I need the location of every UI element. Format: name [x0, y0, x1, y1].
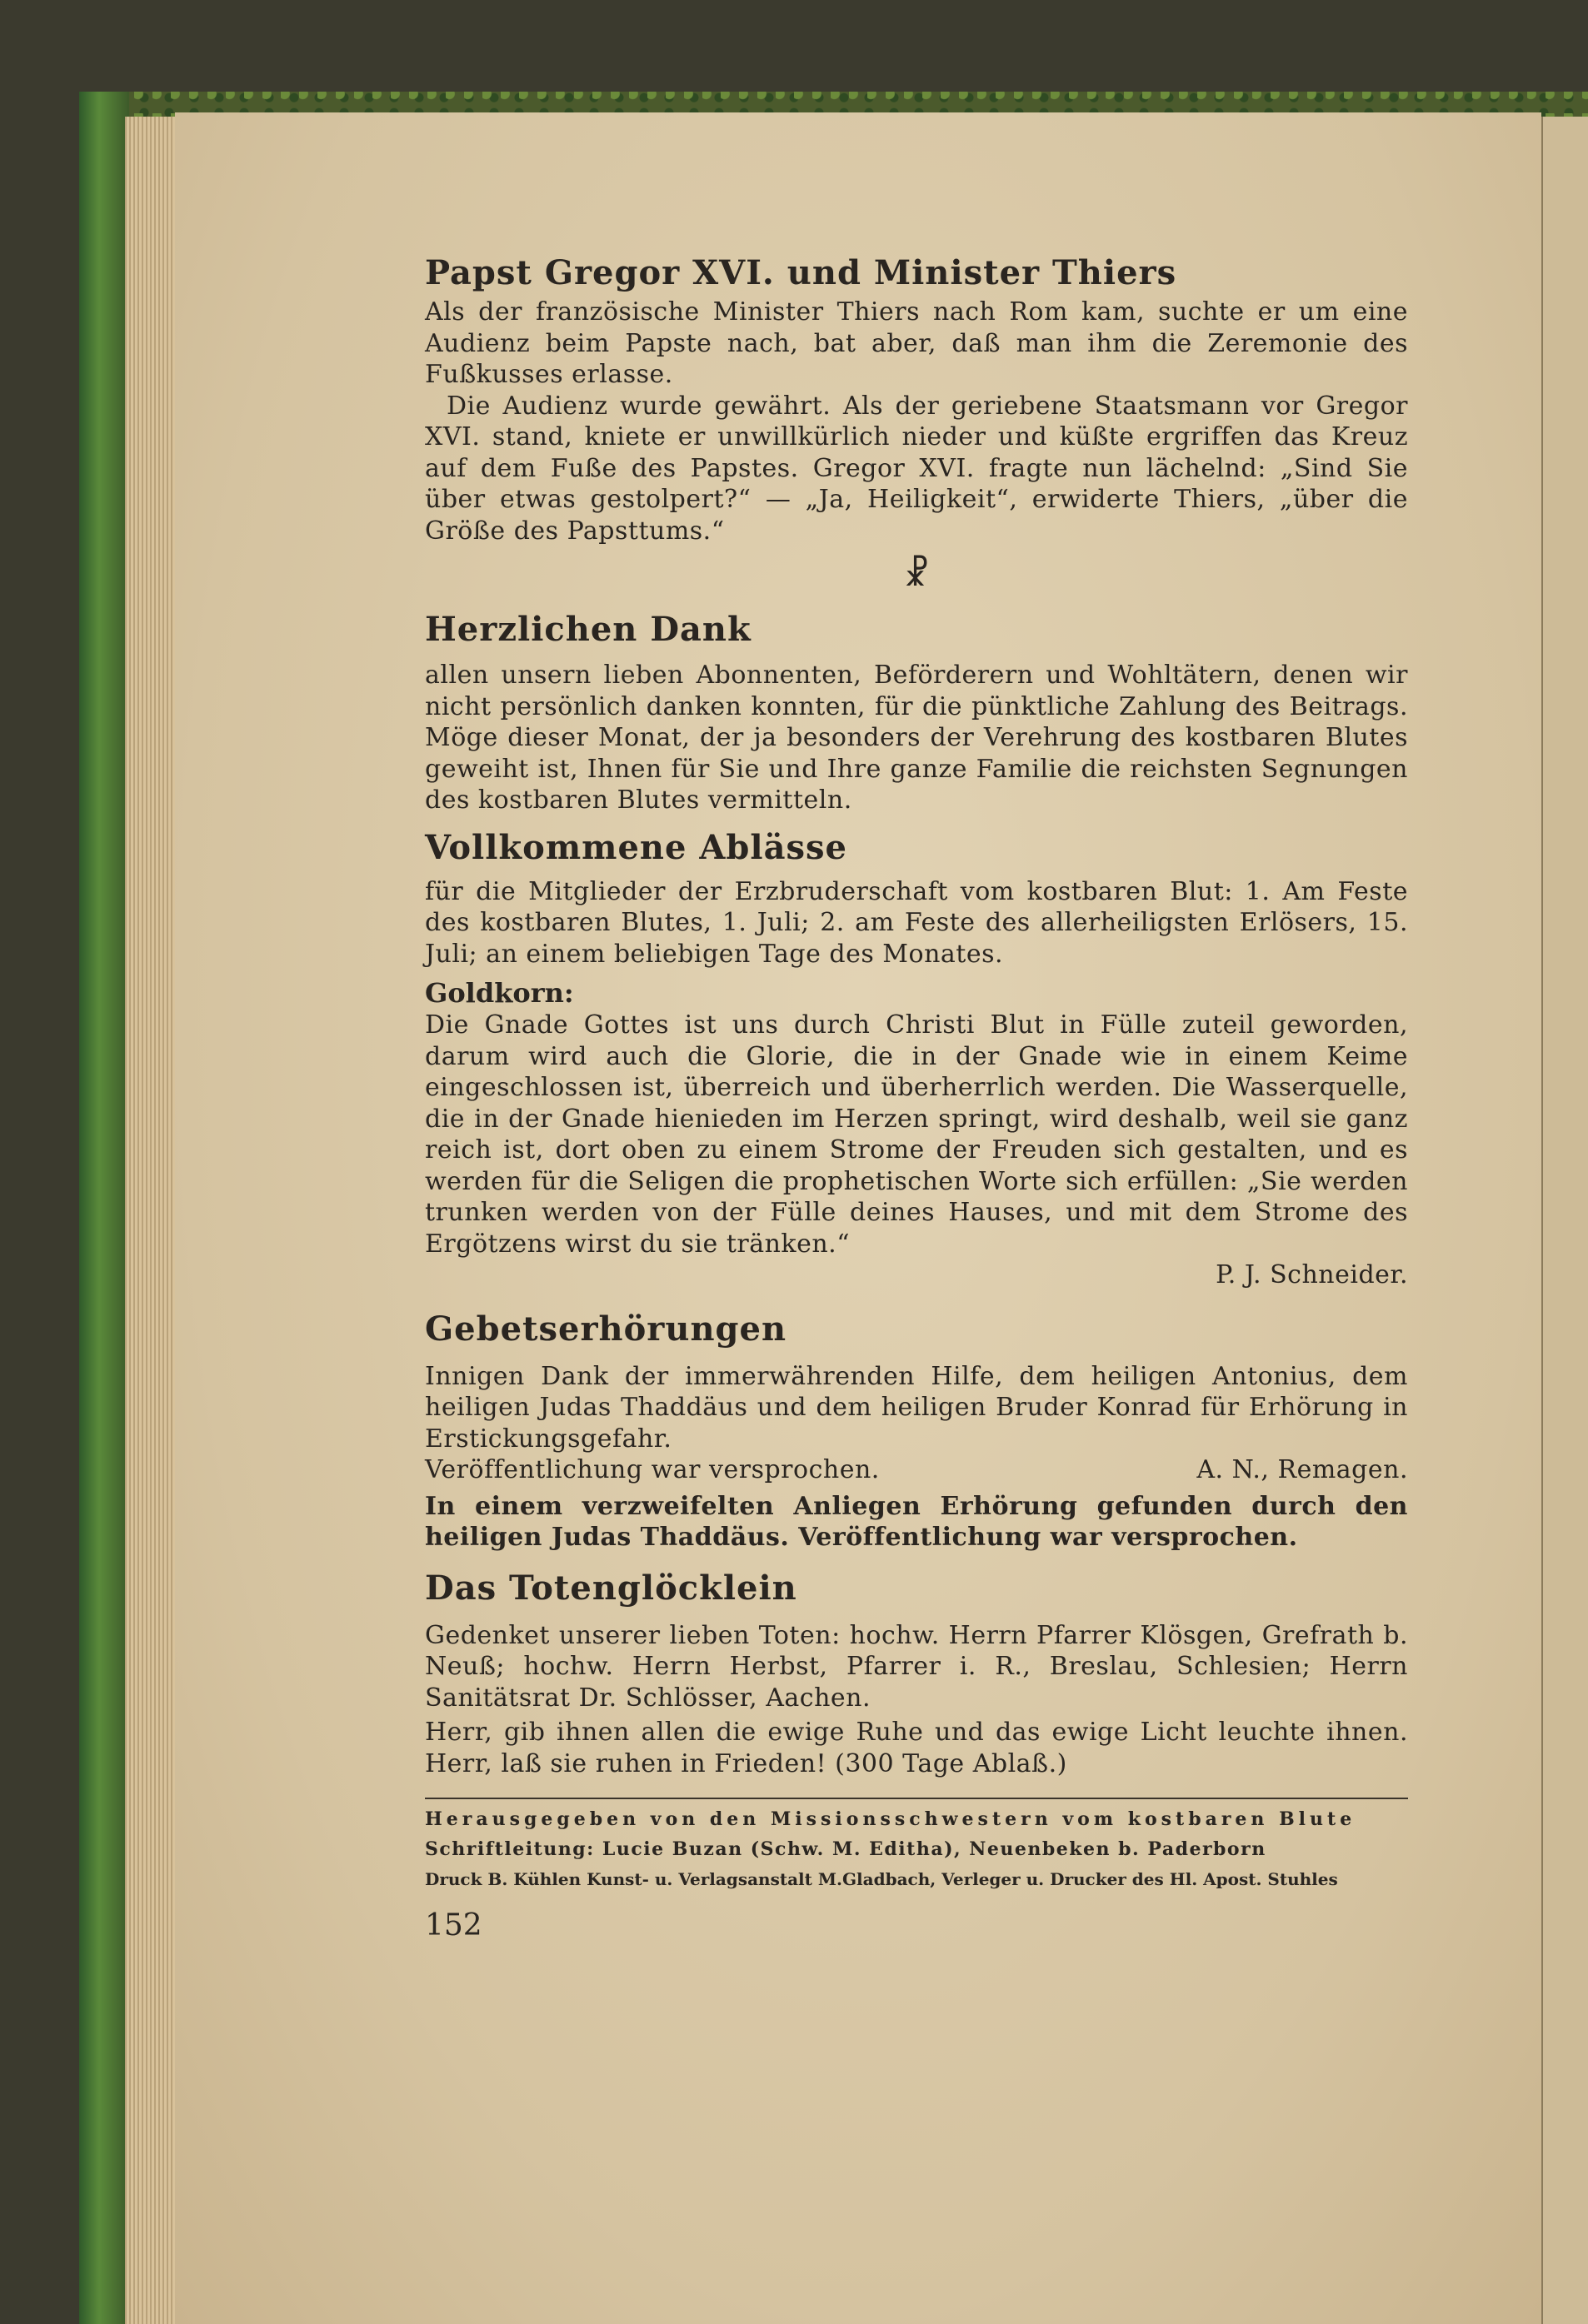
footer-editor: Schriftleitung: Lucie Buzan (Schw. M. Editha), Neuenbeken b. Paderborn — [425, 1838, 1266, 1860]
toten-paragraph-2: Herr, gib ihnen allen die ewige Ruhe und das ewige Licht leuchte ihnen. Herr, laß sie ruhen in Frieden! (300 Tage Ablaß.) — [425, 1718, 1408, 1778]
gebet-signature-row — [425, 1454, 1408, 1486]
heading-ablaesse: Vollkommene Ablässe — [425, 827, 847, 867]
footer-publisher: Herausgegeben von den Missionsschwestern vom kostbaren Blute — [425, 1808, 1356, 1830]
ablaesse-paragraph: für die Mitglieder der Erzbruderschaft vom kostbaren Blut: 1. Am Feste des kostbaren Blutes, 1. Juli; 2. am Feste des allerheiligsten Erlösers, 15. Juli; an einem beliebigen Tage des Monates. — [425, 876, 1408, 969]
gebet-paragraph-1: Innigen Dank der immerwährenden Hilfe, dem heiligen Antonius, dem heiligen Judas Thaddäus und dem heiligen Bruder Konrad für Erhörung in Erstickungsgefahr. — [425, 1361, 1408, 1454]
gebet-paragraph-2: In einem verzweifelten Anliegen Erhörung gefunden durch den heiligen Judas Thaddäus. Veröffentlichung war versprochen. — [425, 1491, 1408, 1552]
book-spine-edge — [79, 92, 129, 2324]
page-number: 152 — [425, 1908, 482, 1942]
heading-dank: Herzlichen Dank — [425, 610, 752, 649]
heading-gregor: Papst Gregor XVI. und Minister Thiers — [425, 253, 1177, 292]
dank-paragraph: allen unsern lieben Abonnenten, Beförderern und Wohltätern, denen wir nicht persönlich danken konnten, für die pünktliche Zahlung des Beitrags. Möge dieser Monat, der ja besonders der Verehrung des kostbaren Blutes geweiht ist, Ihnen für Sie und Ihre ganze Familie die reichsten Segnungen des kostbaren Blutes vermitteln. — [425, 661, 1408, 815]
toten-paragraph-1: Gedenket unserer lieben Toten: hochw. Herrn Pfarrer Klösgen, Grefrath b. Neuß; hochw. Herrn Herbst, Pfarrer i. R., Breslau, Schlesien; Herrn Sanitätsrat Dr. Schlösser, Aachen. — [425, 1620, 1408, 1713]
footer-printer: Druck B. Kühlen Kunst- u. Verlagsanstalt M.Gladbach, Verleger u. Drucker des Hl. Apost. Stuhles — [425, 1869, 1338, 1889]
gregor-paragraph-1: Als der französische Minister Thiers nach Rom kam, suchte er um eine Audienz beim Papste nach, bat aber, daß man ihm die Zeremonie des Fußkusses erlasse. — [425, 297, 1408, 389]
goldkorn-paragraph: Die Gnade Gottes ist uns durch Christi Blut in Fülle zuteil geworden, darum wird auch die Glorie, die in der Gnade wie in einem Keime eingeschlossen ist, überreich und überherrlich werden. Die Wasserquelle, die in der Gnade hienieden im Herzen springt, wird deshalb, weil sie ganz reich ist, dort oben zu einem Strome der Freuden sich gestalten, und es werden für die Seligen die prophetischen Worte sich erfüllen: „Sie werden trunken werden von der Fülle deines Hauses, und mit dem Strome des Ergötzens wirst du sie tränken.“ — [425, 1010, 1408, 1259]
footer-rule — [425, 1798, 1408, 1799]
heading-gebet: Gebetserhörungen — [425, 1309, 787, 1349]
gebet-signature: A. N., Remagen. — [1196, 1455, 1408, 1484]
heading-goldkorn: Goldkorn: — [425, 977, 574, 1009]
goldkorn-author: P. J. Schneider. — [1216, 1260, 1408, 1289]
gregor-paragraph-2: Die Audienz wurde gewährt. Als der geriebene Staatsmann vor Gregor XVI. stand, kniete er unwillkürlich nieder und küßte ergriffen das Kreuz auf dem Fuße des Papstes. Gregor XVI. fragte nun lächelnd: „Sind Sie über etwas gestolpert?“ — „Ja, Heiligkeit“, erwiderte Thiers, „über die Größe des Papsttums.“ — [425, 391, 1408, 546]
heading-toten: Das Totenglöcklein — [425, 1568, 797, 1608]
facing-page-edge — [1541, 117, 1588, 2324]
chi-rho-ornament: ☧ — [903, 556, 930, 594]
page-content — [425, 250, 1408, 1946]
gebet-note: Veröffentlichung war versprochen. — [425, 1455, 880, 1484]
